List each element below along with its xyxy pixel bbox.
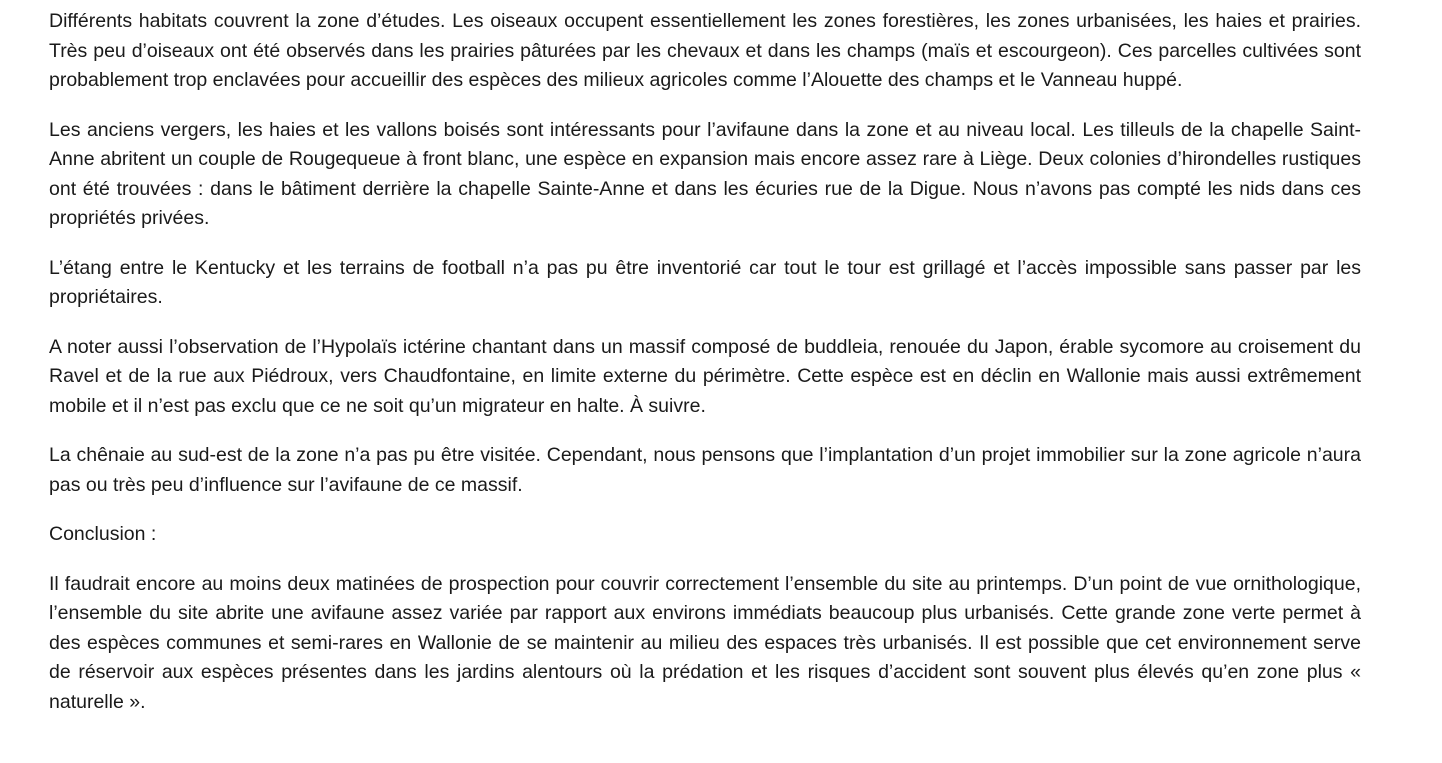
paragraph-habitats: Différents habitats couvrent la zone d’études. Les oiseaux occupent essentiellement les zones forestières, les zones urbanisées, les haies et prairies. Très peu d’oiseaux ont été observés dans les prairies pâturées par les chevaux et dans les champs (maïs et escourgeon). Ces parcelles cultivées sont probablement trop enclavées pour accueillir des espèces des milieux agricoles comme l’Alouette des champs et le Vanneau huppé. [49,10,1361,91]
paragraph-conclusion: Il faudrait encore au moins deux matinées de prospection pour couvrir correctement l’ensemble du site au printemps. D’un point de vue ornithologique, l’ensemble du site abrite une avifaune assez variée par rapport aux environs immédiats beaucoup plus urbanisés. Cette grande zone verte permet à des espèces communes et semi-rares en Wallonie de se maintenir au milieu des espaces très urbanisés. Il est possible que cet environnement serve de réservoir aux espèces présentes dans les jardins alentours où la prédation et les risques d’accident sont souvent plus élevés qu’en zone plus « naturelle ». [49,572,1361,713]
document-page [49,7,1361,737]
paragraph-etang: L’étang entre le Kentucky et les terrains de football n’a pas pu être inventorié car tout le tour est grillagé et l’accès impossible sans passer par les propriétaires. [49,256,1361,308]
conclusion-heading: Conclusion : [49,523,157,545]
paragraph-hypolais: A noter aussi l’observation de l’Hypolaïs ictérine chantant dans un massif composé de buddleia, renouée du Japon, érable sycomore au croisement du Ravel et de la rue aux Piédroux, vers Chaudfontaine, en limite externe du périmètre. Cette espèce est en déclin en Wallonie mais aussi extrêmement mobile et il n’est pas exclu que ce ne soit qu’un migrateur en halte. À suivre. [49,335,1361,417]
paragraph-chenaie: La chênaie au sud-est de la zone n’a pas pu être visitée. Cependant, nous pensons que l’implantation d’un projet immobilier sur la zone agricole n’aura pas ou très peu d’influence sur l’avifaune de ce massif. [49,444,1361,496]
paragraph-vergers-haies: Les anciens vergers, les haies et les vallons boisés sont intéressants pour l’avifaune dans la zone et au niveau local. Les tilleuls de la chapelle Saint-Anne abritent un couple de Rougequeue à front blanc, une espèce en expansion mais encore assez rare à Liège. Deux colonies d’hirondelles rustiques ont été trouvées : dans le bâtiment derrière la chapelle Sainte-Anne et dans les écuries rue de la Digue. Nous n’avons pas compté les nids dans ces propriétés privées. [49,118,1361,229]
